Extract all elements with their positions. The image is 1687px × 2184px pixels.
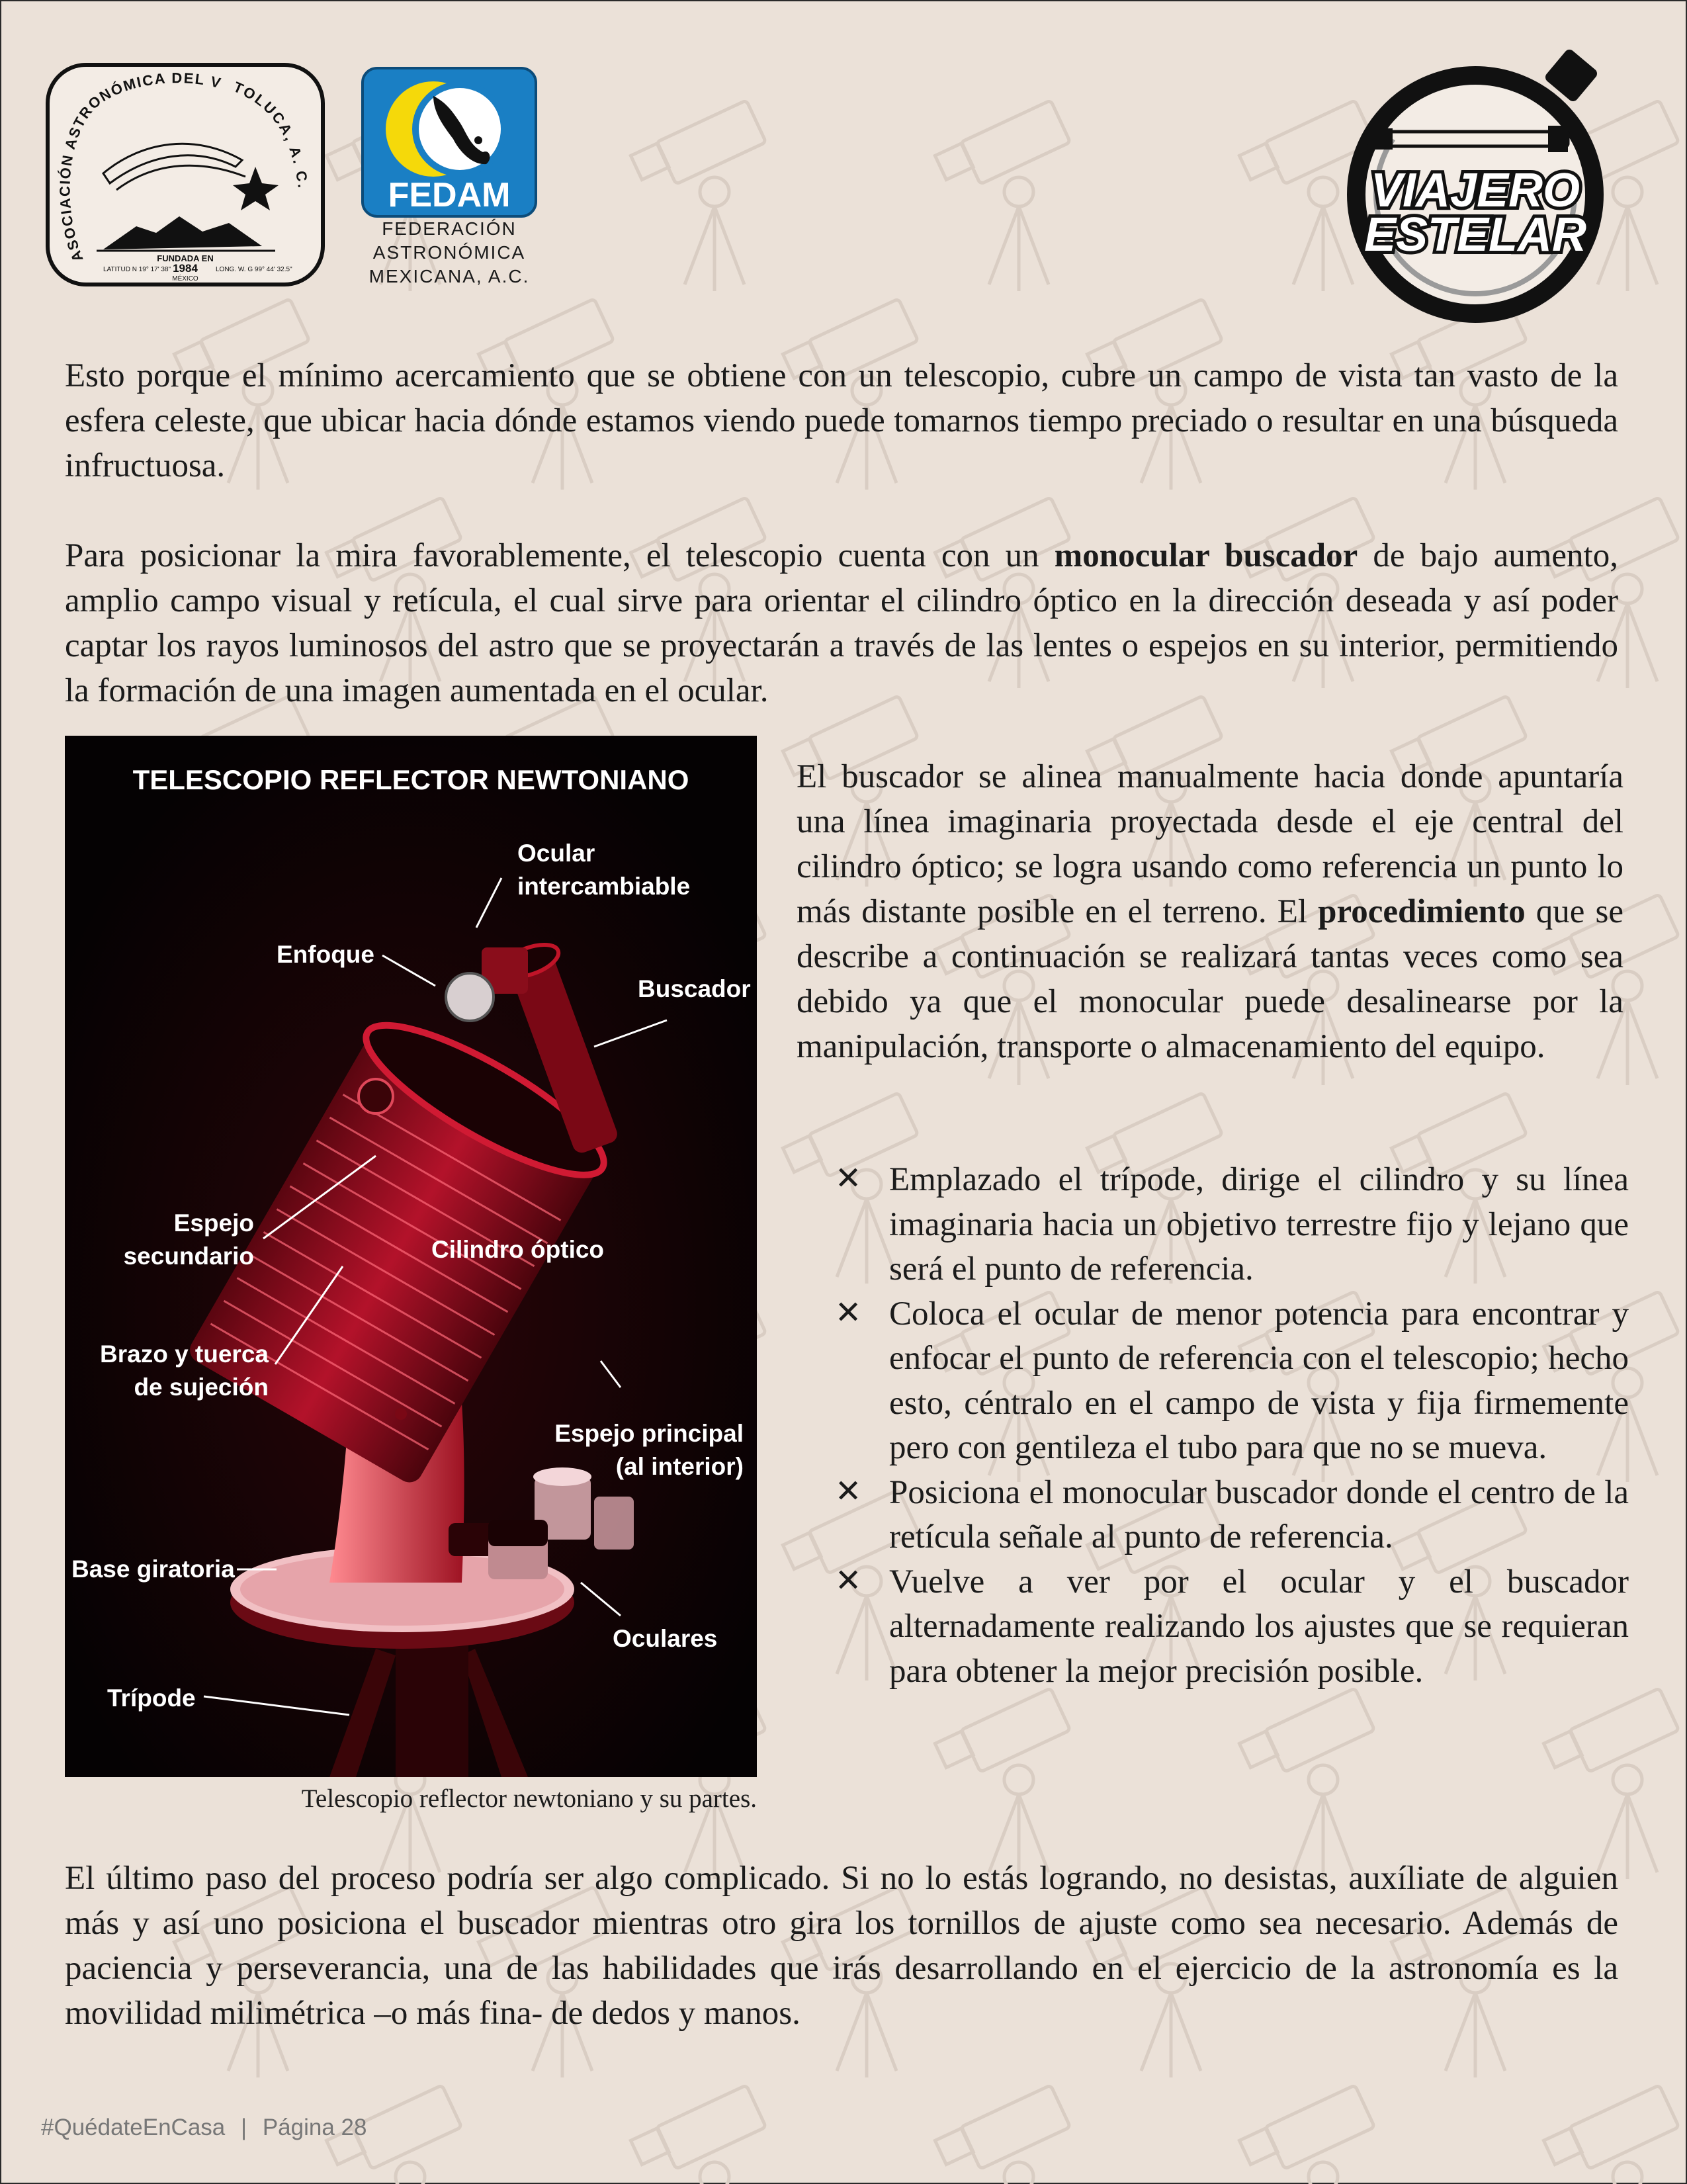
figure-caption: Telescopio reflector newtoniano y su partes. xyxy=(301,1784,757,1813)
association-country: MÉXICO xyxy=(172,275,198,283)
label-espejo-secundario-line2: secundario xyxy=(123,1243,254,1270)
association-arc-left: ASOCIACIÓN ASTRONÓMICA DEL V xyxy=(56,69,223,265)
watermark-telescope-icon xyxy=(630,101,765,291)
association-founded: FUNDADA EN xyxy=(157,253,214,263)
viajero-line2: ESTELAR xyxy=(1363,208,1587,261)
association-logo xyxy=(44,61,327,288)
x-marker-icon: ✕ xyxy=(835,1293,862,1331)
page-footer xyxy=(41,2115,367,2141)
fedam-caption-line2: ASTRONÓMICA xyxy=(372,242,526,263)
association-arc-right: TOLUCA, A. C. xyxy=(231,78,312,191)
figure-title: TELESCOPIO REFLECTOR NEWTONIANO xyxy=(132,764,689,795)
x-marker-icon: ✕ xyxy=(835,1160,862,1197)
watermark-telescope-icon xyxy=(630,2085,765,2184)
x-marker-icon: ✕ xyxy=(835,1472,862,1510)
label-enfoque: Enfoque xyxy=(277,941,374,968)
label-cilindro: Cilindro óptico xyxy=(431,1236,605,1263)
association-long: LONG. W. G 99° 44' 32.5" xyxy=(216,266,292,273)
label-buscador: Buscador xyxy=(638,975,751,1002)
label-brazo-line2: de sujeción xyxy=(134,1374,269,1401)
label-ocular xyxy=(517,837,690,903)
watermark-telescope-icon xyxy=(935,101,1070,291)
list-item-text: Coloca el ocular de menor potencia para encontrar y enfocar el punto de referencia con el telescopio; hecho esto, céntralo en el campo de vista y fija firmemente pero con gentileza el tubo para que no se mueva. xyxy=(889,1295,1629,1466)
footer-separator: | xyxy=(241,2115,247,2140)
label-ocular-line1: Ocular xyxy=(517,840,595,867)
paragraph-2-bold: monocular buscador xyxy=(1054,537,1358,574)
paragraph-4: El último paso del proceso podría ser algo complicado. Si no lo estás logrando, no desistas, auxíliate de alguien más y así uno posiciona el buscador mientras otro gira los tornillos de ajuste como sea necesario. Además de paciencia y perseverancia, una de las habilidades que irás desarrollando en el ejercicio de la astronomía es la movilidad milimétrica –o más fina- de dedos y manos. xyxy=(65,1860,1618,2032)
list-item xyxy=(835,1158,1629,1292)
label-espejo-principal xyxy=(501,1417,744,1483)
list-item-text: Posiciona el monocular buscador donde el centro de la retícula señale al punto de referencia. xyxy=(889,1473,1629,1555)
paragraph-2 xyxy=(65,533,1618,713)
watermark-telescope-icon xyxy=(935,2085,1070,2184)
paragraph-3-bold: procedimiento xyxy=(1318,893,1526,930)
list-item-text: Emplazado el trípode, dirige el cilindro y su línea imaginaria hacia un objetivo terrestre fijo y lejano que será el punto de referencia. xyxy=(889,1161,1629,1288)
list-item-text: Vuelve a ver por el ocular y el buscador alternadamente realizando los ajustes que se requieran para obtener la mejor precisión posible. xyxy=(889,1563,1629,1690)
label-espejo-principal-line1: Espejo principal xyxy=(554,1420,744,1447)
list-item xyxy=(835,1292,1629,1471)
label-ocular-line2: intercambiable xyxy=(517,873,691,900)
x-marker-icon: ✕ xyxy=(835,1561,862,1599)
paragraph-2-end: de bajo aumento, amplio campo visual y retícula, el cual sirve para orientar el cilindro óptico en la dirección deseada y así poder captar los rayos luminosos del astro que se proyectarán a través de las lentes o espejos en su interior, permitiendo la formación de una imagen aumentada en el ocular. xyxy=(65,537,1618,709)
label-oculares: Oculares xyxy=(613,1625,718,1652)
label-brazo xyxy=(78,1338,269,1404)
paragraph-1: Esto porque el mínimo acercamiento que se obtiene con un telescopio, cubre un campo de vista tan vasto de la esfera celeste, que ubicar hacia dónde estamos viendo puede tomarnos tiempo preciado o resultar en una búsqueda infructuosa. xyxy=(65,357,1618,484)
footer-page-number: Página 28 xyxy=(262,2115,367,2140)
label-espejo-principal-line2: (al interior) xyxy=(615,1453,744,1480)
fedam-brand: FEDAM xyxy=(388,176,511,214)
viajero-line1: VIAJERO xyxy=(1370,164,1580,217)
fedam-caption-line1: FEDERACIÓN xyxy=(382,218,517,239)
footer-hashtag: #QuédateEnCasa xyxy=(41,2115,226,2140)
watermark-telescope-icon xyxy=(1543,2085,1678,2184)
label-espejo-secundario-line1: Espejo xyxy=(173,1209,254,1237)
procedure-list xyxy=(835,1158,1629,1694)
fedam-logo xyxy=(361,66,538,218)
fedam-caption xyxy=(344,217,554,288)
watermark-telescope-icon xyxy=(1239,1688,1374,1879)
watermark-telescope-icon xyxy=(1543,1688,1678,1879)
label-brazo-line1: Brazo y tuerca xyxy=(100,1340,269,1368)
association-lat: LATITUD N 19° 17' 38" xyxy=(103,266,171,273)
list-item xyxy=(835,1560,1629,1694)
label-espejo-secundario xyxy=(105,1207,254,1273)
paragraph-3-end: que se describe a continuación se realizará tantas veces como sea debido ya que el monocular puede desalinearse por la manipulación, transporte o almacenamiento del equipo. xyxy=(797,893,1624,1065)
label-base: Base giratoria xyxy=(71,1555,235,1583)
label-tripode: Trípode xyxy=(107,1684,196,1712)
association-year: 1984 xyxy=(173,262,198,275)
watermark-telescope-icon xyxy=(1239,2085,1374,2184)
paragraph-3-start: El buscador se alinea manualmente hacia donde apuntaría una línea imaginaria proyectada desde el eje central del cilindro óptico; se logra usando como referencia un punto lo más distante posible en el terreno. El xyxy=(797,758,1623,930)
telescope-photo xyxy=(65,736,757,1777)
viajero-estelar-logo xyxy=(1330,29,1627,327)
paragraph-3 xyxy=(797,754,1623,1069)
watermark-telescope-icon xyxy=(935,1688,1070,1879)
fedam-caption-line3: MEXICANA, A.C. xyxy=(368,266,530,286)
list-item xyxy=(835,1471,1629,1560)
paragraph-2-start: Para posicionar la mira favorablemente, el telescopio cuenta con un xyxy=(65,537,1055,574)
